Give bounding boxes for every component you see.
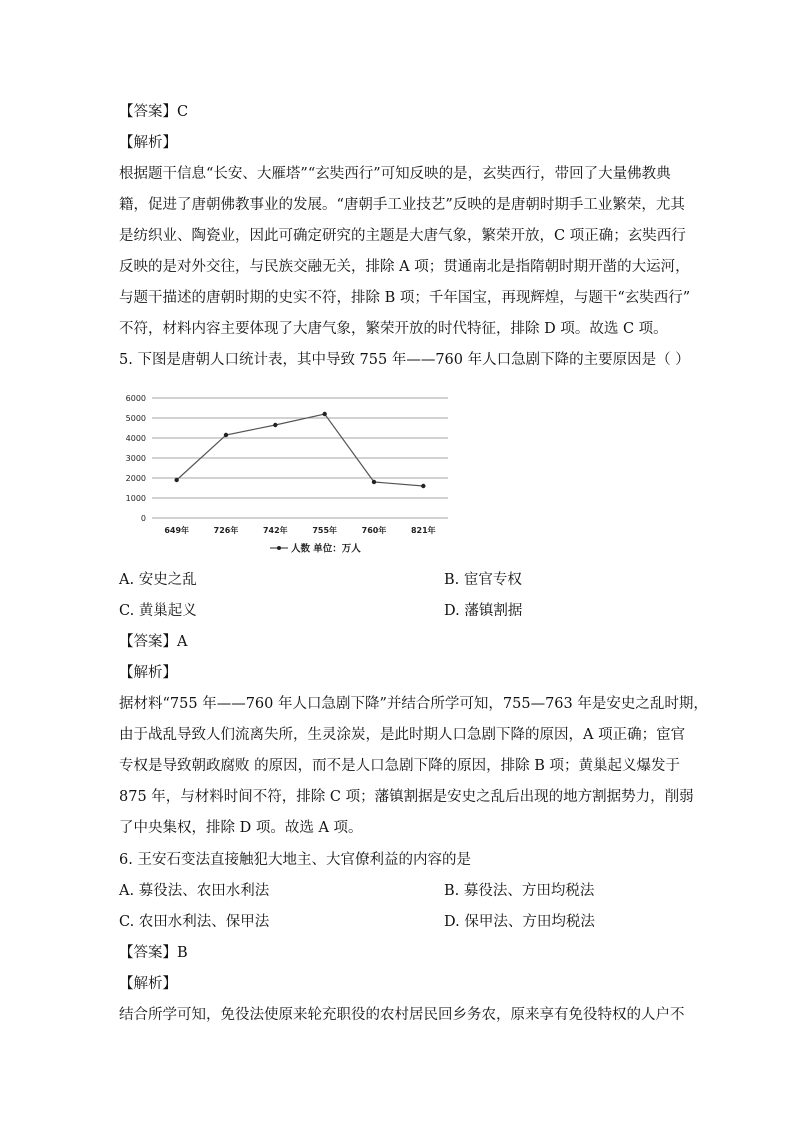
- q6-option-a: A. 募役法、农田水利法: [119, 883, 270, 899]
- chart-series: [174, 412, 425, 488]
- q4-analysis-line: 是纺织业、陶瓷业，因此可确定研究的主题是大唐气象，繁荣开放，C 项正确；玄奘西行: [119, 228, 686, 244]
- legend-label: 人数 单位：万人: [291, 543, 361, 555]
- q4-analysis-line: 与题干描述的唐朝时期的史实不符，排除 B 项；千年国宝，再现辉煌，与题干“玄奘西行”: [119, 290, 691, 306]
- q5-analysis-line: 据材料“755 年——760 年人口急剧下降”并结合所学可知，755—763 年是安史之乱时期，: [119, 696, 708, 712]
- q6-analysis-heading: 【解析】: [119, 976, 177, 992]
- q5-option-d: D. 藩镇割据: [444, 603, 523, 619]
- x-tick-label: 760年: [361, 526, 387, 535]
- chart-x-axis: [164, 525, 435, 535]
- y-tick-label: 0: [140, 514, 146, 523]
- q5-answer: 【答案】A: [119, 634, 188, 650]
- data-point: [372, 480, 376, 484]
- data-point: [421, 484, 425, 488]
- chart-gridlines: [152, 398, 448, 518]
- y-tick-label: 2000: [125, 474, 146, 483]
- q5-option-a: A. 安史之乱: [119, 572, 197, 588]
- q5-analysis-heading: 【解析】: [119, 665, 177, 681]
- q5-option-b: B. 宦官专权: [444, 572, 522, 588]
- x-tick-label: 742年: [262, 526, 288, 535]
- population-line-chart: [110, 388, 470, 558]
- q4-analysis-line: 不符，材料内容主要体现了大唐气象，繁荣开放的时代特征，排除 D 项。故选 C 项。: [119, 321, 668, 337]
- q6-option-b: B. 募役法、方田均税法: [444, 883, 595, 899]
- x-tick-label: 821年: [410, 526, 436, 535]
- q6-option-c: C. 农田水利法、保甲法: [119, 914, 270, 930]
- q5-option-c: C. 黄巢起义: [119, 603, 197, 619]
- x-tick-label: 755年: [312, 526, 338, 535]
- q5-question: 5. 下图是唐朝人口统计表，其中导致 755 年——760 年人口急剧下降的主要原因是（ ）: [119, 352, 690, 368]
- q6-analysis-line: 结合所学可知，免役法使原来轮充职役的农村居民回乡务农，原来享有免役特权的人户不: [119, 1007, 685, 1023]
- q6-answer: 【答案】B: [119, 945, 188, 961]
- q5-analysis-line: 由于战乱导致人们流离失所，生灵涂炭，是此时期人口急剧下降的原因，A 项正确；宦官: [119, 727, 686, 743]
- q4-answer: 【答案】C: [119, 104, 189, 120]
- y-tick-label: 3000: [125, 454, 146, 463]
- series-line: [177, 414, 424, 486]
- q5-analysis-line: 875 年，与材料时间不符，排除 C 项；藩镇割据是安史之乱后出现的地方割据势力，削弱: [119, 789, 694, 805]
- x-tick-label: 649年: [164, 526, 190, 535]
- legend-marker: [277, 546, 281, 550]
- data-point: [273, 423, 277, 427]
- x-tick-label: 726年: [213, 526, 239, 535]
- y-tick-label: 1000: [125, 494, 146, 503]
- data-point: [224, 433, 228, 437]
- y-tick-label: 4000: [125, 434, 146, 443]
- q4-analysis-line: 籍，促进了唐朝佛教事业的发展。“唐朝手工业技艺”反映的是唐朝时期手工业繁荣，尤其: [119, 197, 685, 213]
- q6-option-d: D. 保甲法、方田均税法: [444, 914, 595, 930]
- y-tick-label: 6000: [125, 394, 146, 403]
- y-tick-label: 5000: [125, 414, 146, 423]
- data-point: [174, 478, 178, 482]
- q5-analysis-line: 了中央集权，排除 D 项。故选 A 项。: [119, 820, 363, 836]
- data-point: [322, 412, 326, 416]
- q4-analysis-line: 反映的是对外交往，与民族交融无关，排除 A 项；贯通南北是指隋朝时期开凿的大运河，: [119, 259, 690, 275]
- chart-y-axis: [126, 394, 146, 523]
- q5-analysis-line: 专权是导致朝政腐败 的原因，而不是人口急剧下降的原因，排除 B 项；黄巢起义爆发于: [119, 758, 680, 774]
- q6-question: 6. 王安石变法直接触犯大地主、大官僚利益的内容的是: [119, 852, 471, 868]
- q4-analysis-heading: 【解析】: [119, 135, 177, 151]
- chart-legend: [270, 543, 361, 555]
- q4-analysis-line: 根据题干信息“长安、大雁塔”“玄奘西行”可知反映的是，玄奘西行，带回了大量佛教典: [119, 166, 671, 182]
